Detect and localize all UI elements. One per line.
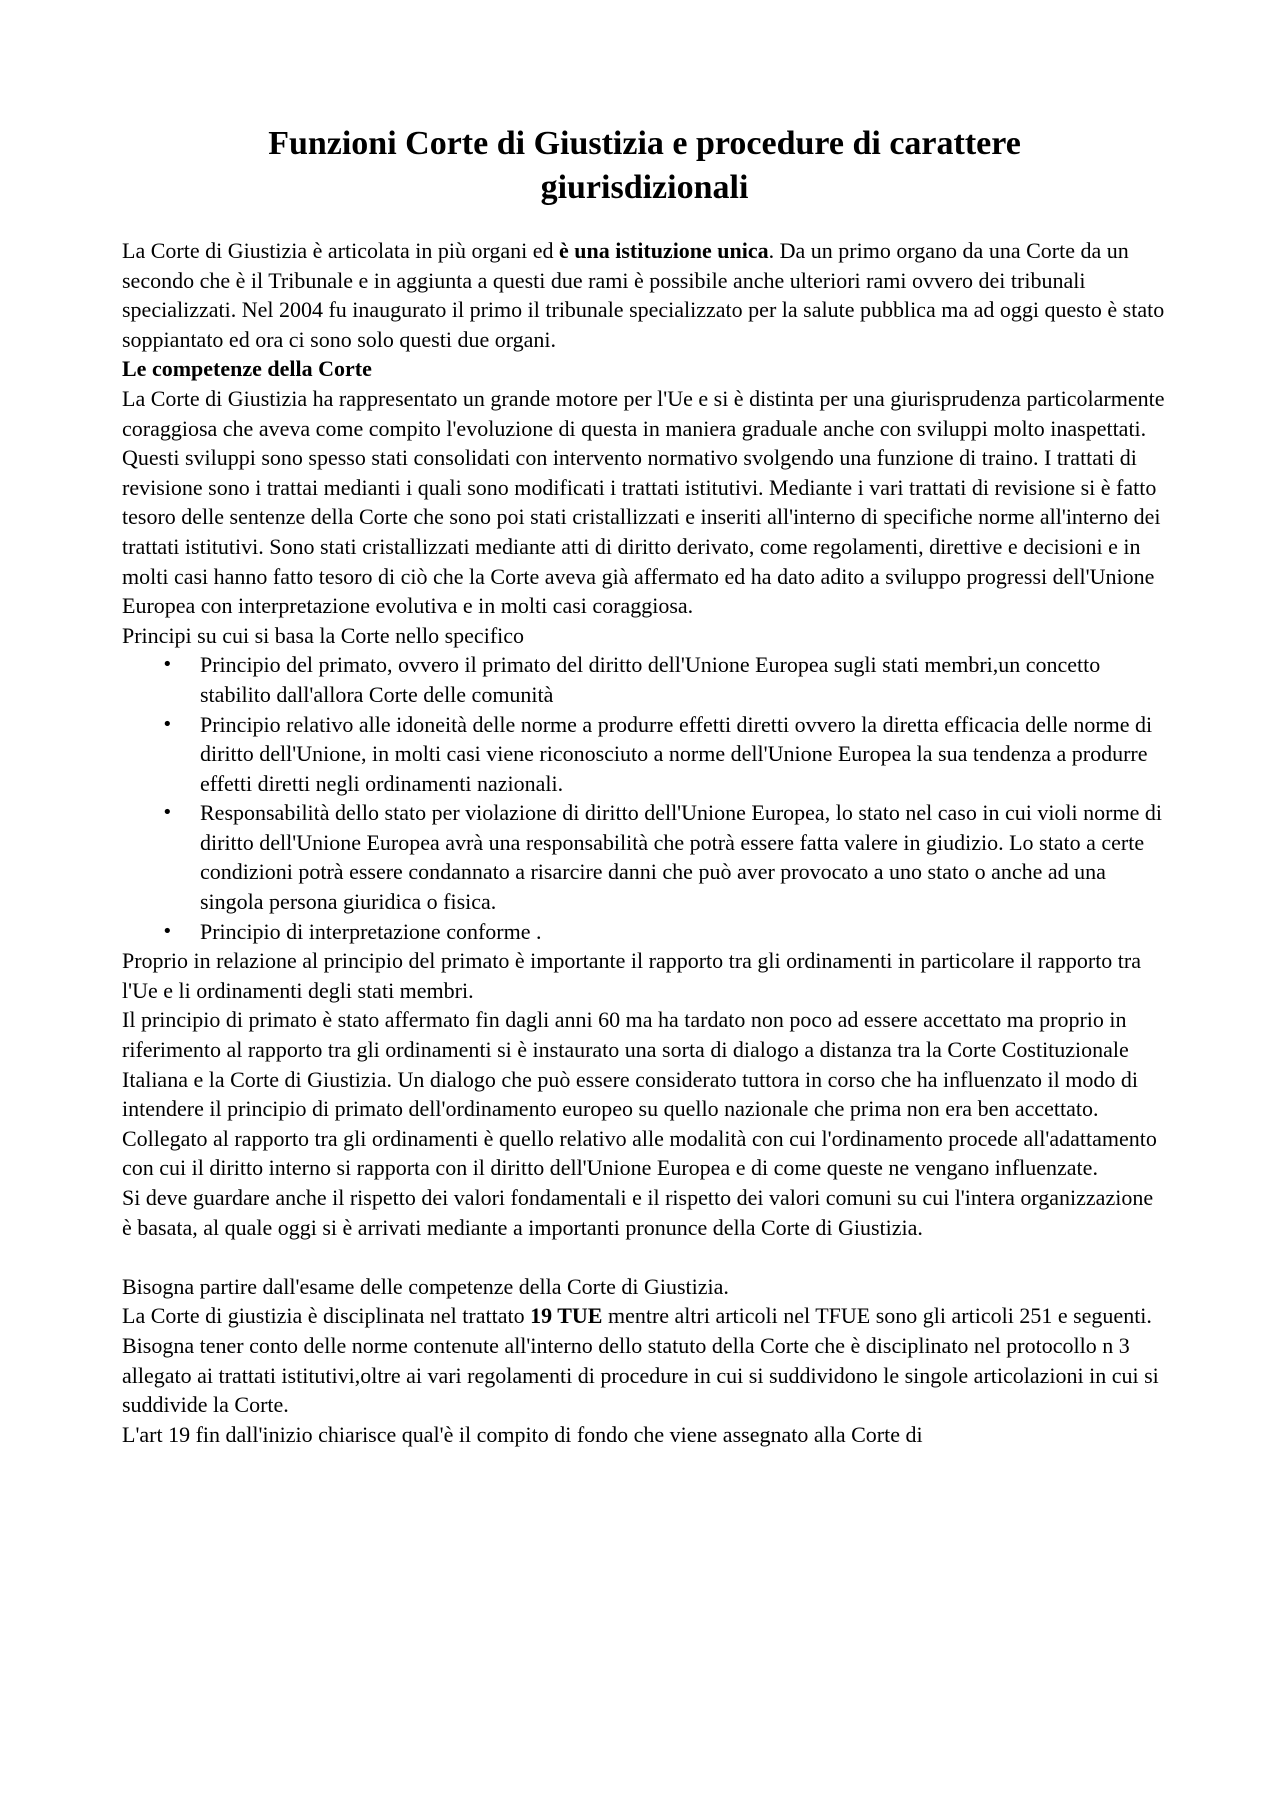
paragraph-motore: La Corte di Giustizia ha rappresentato un grande motore per l'Ue e si è distinta per una giurisprudenza particolarmente coraggiosa che aveva come compito l'evoluzione di questa in maniera graduale anche con sviluppi molto inaspettati. Questi sviluppi sono spesso stati consolidati con intervento normativo svolgendo una funzione di traino. I trattati di revisione sono i trattai medianti i quali sono modificati i trattati istitutivi. Mediante i vari trattati di revisione si è fatto tesoro delle sentenze della Corte che sono poi stati cristallizzati e inseriti all'interno di specifiche norme all'interno dei trattati istitutivi. Sono stati cristallizzati mediante atti di diritto derivato, come regolamenti, direttive e decisioni e in molti casi hanno fatto tesoro di ciò che la Corte aveva già affermato ed ha dato adito a sviluppo progressi dell'Unione Europea con interpretazione evolutiva e in molti casi coraggiosa. <box>122 385 1165 619</box>
paragraph-adattamento: Collegato al rapporto tra gli ordinamenti è quello relativo alle modalità con cui l'ordinamento procede all'adattamento con cui il diritto interno si rapporta con il diritto dell'Unione Europea e di come queste ne vengano influenzate. <box>122 1125 1157 1181</box>
paragraph-trattato <box>122 1301 1167 1419</box>
list-item <box>122 798 1167 916</box>
paragraph-esame-competenze: Bisogna partire dall'esame delle competenze della Corte di Giustizia. <box>122 1273 729 1299</box>
bullet-icon: • <box>162 920 173 942</box>
list-item <box>122 710 1167 799</box>
paragraph-principi-intro: Principi su cui si basa la Corte nello specifico <box>122 622 525 648</box>
list-item <box>122 650 1167 709</box>
paragraph-trattato-text-c: mentre altri articoli nel TFUE sono gli articoli 251 e seguenti. Bisogna tener conto delle norme contenute all'interno dello statuto della Corte che è disciplinato nel protocollo n 3 allegato ai trattati istitutivi,oltre ai vari regolamenti di procedure in cui si suddividono le singole articolazioni in cui si suddivide la Corte. <box>122 1303 1159 1418</box>
paragraph-intro-text-a: La Corte di Giustizia è articolata in più organi ed <box>122 238 560 263</box>
list-item <box>122 917 1167 947</box>
list-item-text: Principio relativo alle idoneità delle norme a produrre effetti diretti ovvero la diretta efficacia delle norme di diritto dell'Unione, in molti casi viene riconosciuto a norme dell'Unione Europea la sua tendenza a produrre effetti diretti negli ordinamenti nazionali. <box>200 711 1153 796</box>
paragraph-primato-storia: Il principio di primato è stato affermato fin dagli anni 60 ma ha tardato non poco ad essere accettato ma proprio in riferimento al rapporto tra gli ordinamenti si è instaurato una sorta di dialogo a distanza tra la Corte Costituzionale Italiana e la Corte di Giustizia. Un dialogo che può essere considerato tuttora in corso che ha influenzato il modo di intendere il principio di primato dell'ordinamento europeo su quello nazionale che prima non era ben accettato. <box>122 1007 1138 1122</box>
document-title: Funzioni Corte di Giustizia e procedure di carattere giurisdizionali <box>268 125 1021 206</box>
bullet-icon: • <box>162 802 173 824</box>
list-item-text: Principio di interpretazione conforme . <box>200 918 542 944</box>
bullet-icon: • <box>162 713 173 735</box>
paragraph-art19: L'art 19 fin dall'inizio chiarisce qual'è il compito di fondo che viene assegnato alla Corte di <box>122 1421 923 1447</box>
section-heading-competenze <box>122 354 1167 384</box>
document-page <box>122 122 1167 1449</box>
section-heading-text: Le competenze della Corte <box>122 356 372 382</box>
list-item-text: Responsabilità dello stato per violazione di diritto dell'Unione Europea, lo stato nel caso in cui violi norme di diritto dell'Unione Europea avrà una responsabilità che potrà essere fatta valere in giudizio. Lo stato a certe condizioni potrà essere condannato a risarcire danni che può aver provocato a uno stato o anche ad una singola persona giuridica o fisica. <box>200 800 1162 915</box>
paragraph-trattato-text-a: La Corte di giustizia è disciplinata nel trattato <box>122 1303 531 1329</box>
principles-list <box>122 650 1167 946</box>
bullet-icon: • <box>162 654 173 676</box>
list-item-text: Principio del primato, ovvero il primato del diritto dell'Unione Europea sugli stati membri,un concetto stabilito dall'allora Corte delle comunità <box>200 652 1101 707</box>
paragraph-trattato-bold: 19 TUE <box>530 1303 603 1329</box>
paragraph-intro <box>122 236 1167 354</box>
blank-line <box>122 1242 1167 1272</box>
paragraph-intro-bold: è una istituzione unica <box>559 238 769 263</box>
paragraph-intro-text-c: . Da un primo organo da una Corte da un secondo che è il Tribunale e in aggiunta a questi due rami è possibile anche ulteriori rami ovvero dei tribunali specializzati. Nel 2004 fu inaugurato il primo il tribunale specializzato per la salute pubblica ma ad oggi questo è stato soppiantato ed ora ci sono solo questi due organi. <box>122 238 1165 352</box>
paragraph-primato-rapporto: Proprio in relazione al principio del primato è importante il rapporto tra gli ordinamenti in particolare il rapporto tra l'Ue e li ordinamenti degli stati membri. <box>122 948 1142 1003</box>
paragraph-valori: Si deve guardare anche il rispetto dei valori fondamentali e il rispetto dei valori comuni su cui l'intera organizzazione è basata, al quale oggi si è arrivati mediante a importanti pronunce della Corte di Giustizia. <box>122 1185 1154 1240</box>
